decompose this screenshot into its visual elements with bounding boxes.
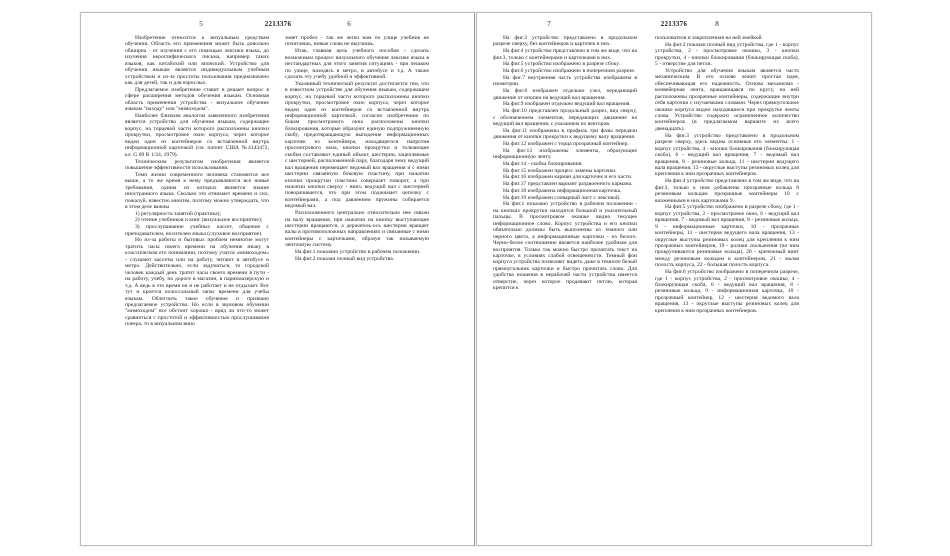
paragraph: На фиг.4 устройство представлено в том же виде, что на фиг.3, только к ним добавлены прозрачные кольца 8 резиновым кольцам прозрачные контейнеры 10 с вложенными в них карточками 9. bbox=[655, 178, 799, 204]
paragraph: Техническим результатом изобретения является повышение эффективности использования. bbox=[125, 158, 269, 171]
page-header-right bbox=[477, 19, 871, 29]
paragraph: Предлагаемое изобретение ставит в решает вопрос в сфере расширения методов обучения языкам. Основная область применения устройства - визуальное обучение языкам "находу" или "мимоходом". bbox=[125, 86, 269, 113]
text-column-5 bbox=[125, 35, 269, 537]
paragraph: На фиг.13 изображены элементы, образующие информационную ленту. bbox=[493, 147, 637, 161]
paragraph: На фиг.19 изображен словарный лист с лексикой. bbox=[503, 194, 621, 201]
paragraph: 1) регулярность занятий (практика); bbox=[135, 210, 221, 217]
paragraph: На фиг.7 внутренняя часть устройства изображена в изометрии. bbox=[493, 74, 637, 88]
document-page-left bbox=[80, 12, 476, 546]
document-page-right bbox=[476, 12, 872, 546]
paragraph: Расположенного центрально относительно нее связан на валу вращения, при нажатии на кнопку выступающие шестерни вращаются, а держатель-ось шестерни вращает валы в противоположных направлениях и связанные с ними контейнеры с карточками, образуя так называемую ленточную систему. bbox=[285, 210, 429, 249]
paragraph: На фиг.2 показан полный вид устройства. bbox=[295, 255, 395, 262]
paragraph: Темп жизни современного человека становится все выше, а то же время к нему предъявляются все новые требования, одним из которых является знание иностранного языка. Сколько это отнимает времени и сил, пожалуй, известно многим, поэтому можно утверждать, что в этом деле важны bbox=[125, 171, 269, 210]
paragraph: На фиг.11 изображены в профиль три фазы передачи движения от кнопки прокрутки к ведущему валу вращения. bbox=[493, 127, 637, 141]
paragraph: На фиг.3 устройство представлено в продольном разрезе сверху, без контейнеров и карточек в них. bbox=[493, 35, 637, 48]
paragraph: На фиг.1 показано устройство в рабочем положении - на кнопках прокрутки находятся большой и указательный пальцы. В просмотровом окошке видно текущее информационное слово. Корпус устройства и его кнопки обязательно должны быть выполнены из темного или черного цвета, а информационные карточки - из белого. Черно-белое соотношение является наиболее удобным для восприятия. Только так можно быстро прочитать текст на карточке, в условиях слабой освещенности. Темный фон корпуса устройства позволяет видеть даже в темноте белый прямоугольник карточки и быстро прочитать слово. Для удобства ношения в нерабочей части устройства имеется отверстие, через которое продевают петлю, которая крепится к bbox=[493, 201, 637, 292]
paragraph: На фиг.4 устройство представлено в том же виде, что на фиг.3, только с контейнерами и карточками в них. bbox=[493, 48, 637, 61]
patent-number: 2213376 bbox=[264, 20, 292, 28]
paragraph: Но из-за работы и бытовых проблем немногие могут тратить часы своего времени на обучение языку в классическом его понимании, поэтому учатся «мимоходом» - слушают кассеты или на работу, читают в автобусе и метро. Действительно, если задуматься, то городской человек каждый день тратит часы своего времени в пути - на работу, учебу, по дороге в магазин, в парикмахерскую и т.д. А ведь в это время он и не работает и не отдыхает. Вот тут и кроется колоссальный запас времени для учебы языкам. Облегчить такое обучение и призвано предлагаемое устройство. Но если в звуковом обучении "мимоходом" все обстоит хорошо - вряд ли что-то может сравниться с простотой и эффективностью прослушивания плеера, то в визуальном вино bbox=[125, 237, 269, 328]
column-number-right: 8 bbox=[715, 20, 719, 28]
paragraph: На фиг.6 устройство изображено в поперечном разрезе, где 1 - корпус устройства, 2 - просмотровое окошко, 4 - блокирующая скоба, 6 - ведущий вал вращения, 8 - резиновые кольца, 9 - информационная карточка, 10 - прозрачный контейнер, 12 - шестерня ведомого вала вращения, 13 - округлые выступы резиновых колец для крепления к ним прозрачных контейнеров. bbox=[655, 269, 799, 314]
paragraph: На фиг.15 изображен процесс замены карточки. bbox=[503, 167, 617, 174]
paragraph: Указанный технический результат достигается тем, что в известном устройстве для обучения языкам, содержащем корпус, на торцевой части которого расположены кнопки прокрутки, просмотровое окно корпуса, через которое виден один из контейнеров со вставленной внутрь информационной карточкой, согласно изобретению по бокам просмотрового окна расположены кнопки блокирования, которые образуют единую подпружиненную скобу, предотвращающую выпадение информационных карточек из контейнера, находящегося напротив просмотрового окна, кнопки прокрутки и толкающие скобки составляют единый объект, шестерни, зацепляемые с шестерней, расположенной пару, благодаря чему ведущий вал вращения перемещает ведомый вал вращения и с ними шестерни связанную боковую пластину, при нажатии кнопки прокрутки пластина совершает поворот, а при нажатии кнопки сверху - вниз, ведущий вал с шестерней поворачивается, что при этом поджимает цепочку с контейнерами, а под давлением пружины собирается ведомый вал. bbox=[285, 80, 429, 210]
paragraph: Изобретение относится к визуальным средствам обучения. Область его применения может быть довольно обширна - от изучения с его помощью лексики языка, до изучения иероглифического письма, например таких языков, как китайский или японский. Устройство для обучения языкам является индивидуальным учебным устройством и из-за простоты пользования предназначено как для детей, так и для взрослых. bbox=[125, 35, 269, 87]
paragraph: Устройство для обучения языкам является часто механическим. В его основе лежит простая идея, обеспечивающая его надежность. Основа механизма - конвейерная лента, вращающаяся по кругу, на ней расположены прозрачные контейнеры, содержащие внутри себя карточки с изучаемыми словами. Через прямоугольное окошко корпуса видно находящиеся при прокрутке ленты слова. Устройство содержит ограниченное количество контейнеров (в предлагаемом варианте их всего двенадцать). bbox=[655, 67, 799, 132]
paragraph: На фиг.17 представлен вариант раздвоенного кармана. bbox=[503, 181, 633, 188]
column-number-right: 6 bbox=[347, 20, 351, 28]
paragraph: На фиг.12 изображен с торца прозрачный контейнер. bbox=[503, 140, 629, 147]
paragraph: На фиг.1 показано устройство в рабочем положении. bbox=[295, 249, 421, 256]
paragraph: Итак, главная цель учебного пособия - сделать возможным процесс визуального обучения лексике языка в нестандартных для этого занятия ситуациях - при пешком по улице, находясь в метро, в автобусе и т.д. А также сделать эту учебу удобной и эффективной. bbox=[285, 48, 429, 81]
paragraph: На фиг.6 устройство изображено в поперечном разрезе. bbox=[503, 68, 636, 75]
page-header-left bbox=[81, 19, 475, 29]
patent-number: 2213376 bbox=[660, 20, 688, 28]
paragraph: На фиг.16 изображен карман для карточек и его части. bbox=[503, 174, 633, 181]
text-column-7 bbox=[493, 35, 637, 537]
paragraph: На фиг.10 представлен продольный разрез, вид сверху, с обозначением элементов, передающих движение на ведущий вал вращения, с указанием их векторов. bbox=[493, 108, 637, 127]
paragraph: На фиг.8 изображен отдельно узел, передающий движение от кнопки на ведущий вал вращения. bbox=[493, 88, 637, 101]
paragraph: На фиг.2 показан полный вид устройства, где 1 - корпус устройства, 2 - просмотровое окошко, 3 - кнопки прокрутки, 4 - кнопки блокирования (блокирующая скоба), 5 - отверстие для петли. bbox=[655, 41, 799, 68]
paragraph: Наиболее близким аналогом заявленного изобретения является устройство для обучения языкам, содержащее корпус, на торцевой части которого расположены кнопки прокрутки, просмотровое окно корпуса, через которое виден один из контейнеров со вставленной внутрь информационной карточкой (см. патент США №4143472, кл. G 09 B 1/24, 1979). bbox=[125, 113, 269, 158]
paragraph: пользователя и закрепленная на ней змейкой. bbox=[655, 35, 763, 41]
paragraph: зияет пробел - так же легко нам по улице учебник не почитаешь, новые слова не выучишь. bbox=[285, 35, 429, 48]
paragraph: На фиг.18 изображена информационная карточка. bbox=[503, 187, 622, 194]
text-column-8 bbox=[655, 35, 799, 537]
column-number-left: 5 bbox=[199, 20, 203, 28]
paragraph: На фиг.5 устройство изображено в разрезе сбоку, где 1 - корпус устройства, 2 - просмотровое окно, 6 - ведущий вал вращения, 7 - ведомый вал вращения, 8 - резиновые кольца, 9 - информационные карточки, 10 - прозрачные контейнеры, 11 - шестерня ведущего вала вращения, 13 - округлые выступы резиновых колец для крепления к ним прозрачных контейнеров, 19 - ролики скольжения (по ним прокручиваются резиновые кольца), 20 - крепежный винт между резиновым кольцом и контейнером, 21 - малая полость корпуса, 22 - большая полость корпуса. bbox=[655, 204, 799, 269]
paragraph: 3) прослушивание учебных кассет, общение с преподавателем, носителем языка (слуховое восприятие). bbox=[125, 224, 269, 237]
paragraph: На фиг.3 устройство представлено в продольном разрезе сверху, здесь видны основные его элементы: 1 - корпус устройства, 4 - кнопки блокирования (блокирующая скоба), 6 - ведущий вал вращения, 7 - ведомый вал вращения, 8 - резиновые кольца, 11 - шестерни ведущего вала вращения, 13 - округлые выступы резиновых колец для крепления к ним прозрачных контейнеров. bbox=[655, 132, 799, 178]
paragraph: 2) чтение учебников и книг (визуальное восприятие); bbox=[135, 217, 263, 224]
paragraph: На фиг.14 - скобка блокирования. bbox=[503, 160, 583, 167]
text-column-6 bbox=[285, 35, 429, 537]
paragraph: На фиг.5 устройство изображено в разрезе сбоку. bbox=[503, 61, 620, 68]
paragraph: На фиг.9 изображен отдельно ведущий вал вращения. bbox=[503, 101, 631, 108]
column-number-left: 7 bbox=[547, 20, 551, 28]
